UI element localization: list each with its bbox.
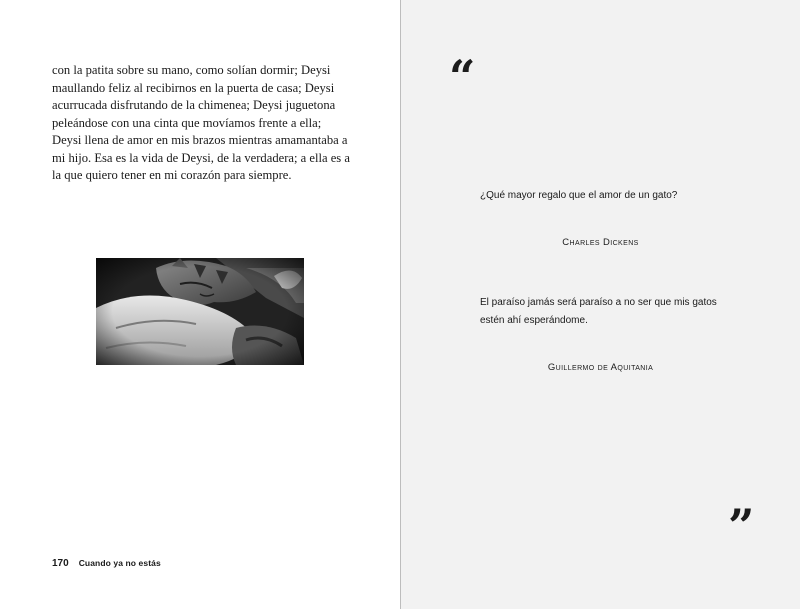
running-title: Cuando ya no estás (78, 558, 161, 568)
page-footer (52, 558, 161, 569)
cat-photo (96, 258, 304, 365)
quote-text: ¿Qué mayor regalo que el amor de un gato? (480, 190, 678, 201)
right-page (401, 0, 800, 609)
quote-text: El paraíso jamás será paraíso a no ser que mis gatos estén ahí esperándome. (480, 297, 717, 326)
open-quote-icon: “ (449, 50, 476, 104)
page-number: 170 (52, 558, 69, 569)
quote-author: Guillermo de Aquitania (547, 362, 654, 373)
body-paragraph: con la patita sobre su mano, como solían dormir; Deysi maullando feliz al recibirnos en la puerta de casa; Deysi acurrucada disfrutando de la chimenea; Deysi juguetona peleándose con una cinta que movíamos frente a ella; Deysi llena de amor en mis brazos mientras amamantaba a mi hijo. Esa es la vida de Deysi, de la verdadera; a ella es a la que quiero tener en mi corazón para siempre. (52, 63, 350, 182)
cat-photo-image (96, 258, 304, 365)
close-quote-icon: ” (728, 499, 755, 553)
quote-author: Charles Dickens (562, 237, 639, 248)
